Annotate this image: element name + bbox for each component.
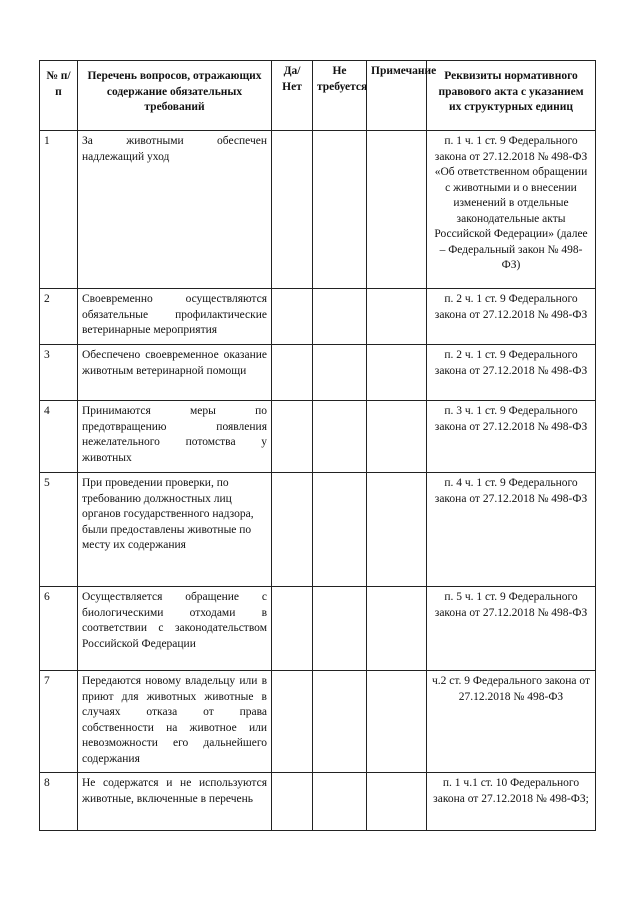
table-row [40,587,596,671]
row-yes-no-cell[interactable] [272,131,313,289]
row-number: 2 [40,289,78,345]
row-note-cell[interactable] [367,401,427,473]
row-note-cell[interactable] [367,131,427,289]
row-question: При проведении проверки, по требованию должностных лиц органов государственного надзора, были предоставлены животные по месту их содержания [78,473,272,587]
row-legal-reference: п. 2 ч. 1 ст. 9 Федерального закона от 27.12.2018 № 498-ФЗ [427,289,596,345]
row-question: Своевременно осуществляются обязательные профилактические ветеринарные мероприятия [78,289,272,345]
row-question: Осуществляется обращение с биологическими отходами в соответствии с законодательством Российской Федерации [78,587,272,671]
header-number: № п/п [40,61,78,131]
row-not-required-cell[interactable] [313,587,367,671]
row-legal-reference: п. 4 ч. 1 ст. 9 Федерального закона от 27.12.2018 № 498-ФЗ [427,473,596,587]
header-note: Примечание [367,61,427,131]
row-not-required-cell[interactable] [313,345,367,401]
row-note-cell[interactable] [367,289,427,345]
header-yes-no: Да/ Нет [272,61,313,131]
table-row [40,289,596,345]
row-legal-reference: ч.2 ст. 9 Федерального закона от 27.12.2018 № 498-ФЗ [427,671,596,773]
row-legal-reference: п. 1 ч. 1 ст. 9 Федерального закона от 27.12.2018 № 498-ФЗ «Об ответственном обращении с животными и о внесении изменений в отдельные законодательные акты Российской Федерации» (далее – Федеральный закон № 498-ФЗ) [427,131,596,289]
row-question: Передаются новому владельцу или в приют для животных животные в случаях отказа от права собственности на животное или невозможности его дальнейшего содержания [78,671,272,773]
row-not-required-cell[interactable] [313,671,367,773]
requirements-checklist-table [39,60,596,831]
row-question: Обеспечено своевременное оказание животным ветеринарной помощи [78,345,272,401]
row-yes-no-cell[interactable] [272,587,313,671]
row-yes-no-cell[interactable] [272,401,313,473]
row-number: 3 [40,345,78,401]
row-note-cell[interactable] [367,587,427,671]
row-number: 8 [40,773,78,831]
row-not-required-cell[interactable] [313,773,367,831]
row-yes-no-cell[interactable] [272,773,313,831]
row-number: 4 [40,401,78,473]
row-not-required-cell[interactable] [313,401,367,473]
table-row [40,671,596,773]
row-legal-reference: п. 1 ч.1 ст. 10 Федерального закона от 27.12.2018 № 498-ФЗ; [427,773,596,831]
row-not-required-cell[interactable] [313,289,367,345]
row-not-required-cell[interactable] [313,131,367,289]
table-row [40,473,596,587]
row-note-cell[interactable] [367,773,427,831]
row-yes-no-cell[interactable] [272,473,313,587]
row-yes-no-cell[interactable] [272,345,313,401]
table-row [40,401,596,473]
row-legal-reference: п. 5 ч. 1 ст. 9 Федерального закона от 27.12.2018 № 498-ФЗ [427,587,596,671]
row-number: 7 [40,671,78,773]
row-number: 1 [40,131,78,289]
table-header-row [40,61,596,131]
table-row [40,345,596,401]
row-legal-reference: п. 3 ч. 1 ст. 9 Федерального закона от 27.12.2018 № 498-ФЗ [427,401,596,473]
row-question: Принимаются меры по предотвращению появления нежелательного потомства у животных [78,401,272,473]
row-number: 5 [40,473,78,587]
header-not-required: Не требуется [313,61,367,131]
header-legal-reference: Реквизиты нормативного правового акта с указанием их структурных единиц [427,61,596,131]
header-question-list: Перечень вопросов, отражающих содержание обязательных требований [78,61,272,131]
row-yes-no-cell[interactable] [272,289,313,345]
row-note-cell[interactable] [367,473,427,587]
table-row [40,131,596,289]
row-number: 6 [40,587,78,671]
row-question: Не содержатся и не используются животные, включенные в перечень [78,773,272,831]
row-not-required-cell[interactable] [313,473,367,587]
table-row [40,773,596,831]
row-legal-reference: п. 2 ч. 1 ст. 9 Федерального закона от 27.12.2018 № 498-ФЗ [427,345,596,401]
row-question: За животными обеспечен надлежащий уход [78,131,272,289]
row-yes-no-cell[interactable] [272,671,313,773]
row-note-cell[interactable] [367,345,427,401]
row-note-cell[interactable] [367,671,427,773]
